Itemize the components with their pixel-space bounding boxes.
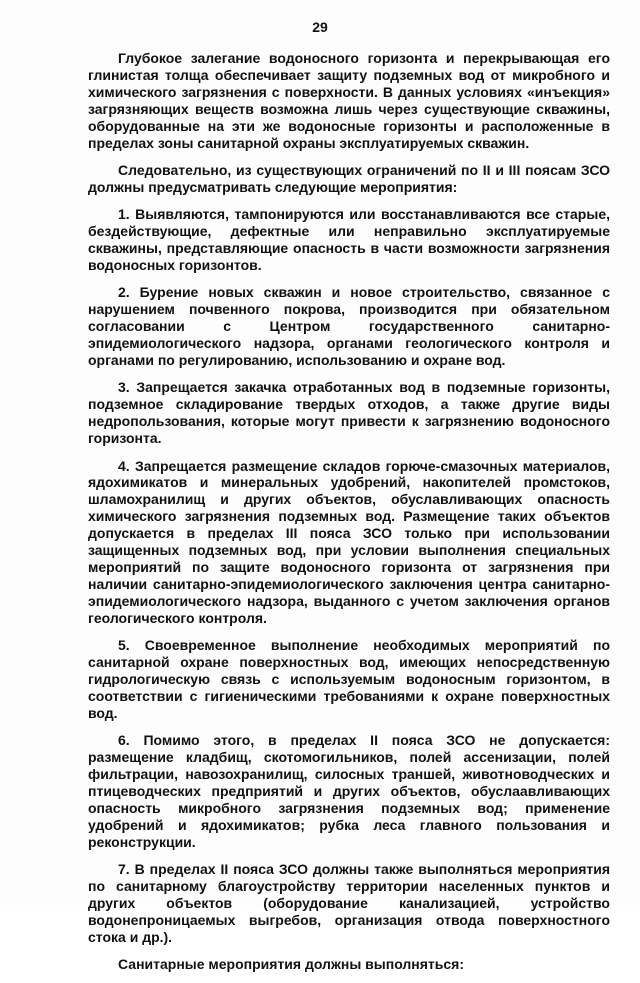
paragraph-item-4: 4. Запрещается размещение складов горюче-смазочных материалов, ядохимикатов и минеральных удобрений, накопителей промстоков, шламохранилищ и других объектов, обуславливающих опасность химического загрязнения подземных вод. Размещение таких объектов допускается в пределах III пояса ЗСО только при использовании защищенных подземных вод, при условии выполнения специальных мероприятий по защите водоносного горизонта от загрязнения при наличии санитарно-эпидемиологического заключения центра санитарно-эпидемиологического надзора, выданного с учетом заключения органов геологического контроля. xyxy=(88,457,610,626)
paragraph-item-5: 5. Своевременное выполнение необходимых мероприятий по санитарной охране поверхностных вод, имеющих непосредственную гидрологическую связь с используемым водоносным горизонтом, в соответствии с гигиеническими требованиями к охране поверхностных вод. xyxy=(88,637,610,721)
paragraph-item-2: 2. Бурение новых скважин и новое строительство, связанное с нарушением почвенного покрова, производится при обязательном согласовании с Центром государственного санитарно-эпидемиологического надзора, органами геологического контроля и органами по регулированию, использованию и охране вод. xyxy=(88,284,610,368)
paragraph-item-6: 6. Помимо этого, в пределах II пояса ЗСО не допускается: размещение кладбищ, скотомогильников, полей ассенизации, полей фильтрации, навозохранилищ, силосных траншей, животноводческих и птицеводческих предприятий и других объектов, обуслаавливающих опасность микробного загрязнения подземных вод; применение удобрений и ядохимикатов; рубка леса главного пользования и реконструкции. xyxy=(88,732,610,850)
body-text xyxy=(88,50,610,983)
paragraph-item-7: 7. В пределах II пояса ЗСО должны также выполняться мероприятия по санитарному благоустройству территории населенных пунктов и других объектов (оборудование канализацией, устройство водонепроницаемых выгребов, организация отвода поверхностного стока и др.). xyxy=(88,860,610,945)
paragraph-closing: Санитарные мероприятия должны выполняться: xyxy=(118,956,464,972)
paragraph-measures-lead: Следовательно, из существующих ограничений по II и III поясам ЗСО должны предусматривать следующие мероприятия: xyxy=(88,161,610,195)
paragraph-item-1: 1. Выявляются, тампонируются или восстанавливаются все старые, бездействующие, дефектные или неправильно эксплуатируемые скважины, представляющие опасность в части возможности загрязнения водоносных горизонтов. xyxy=(88,206,610,273)
paragraph-intro: Глубокое залегание водоносного горизонта и перекрывающая его глинистая толща обеспечивает защиту подземных вод от микробного и химического загрязнения с поверхности. В данных условиях «инъекция» загрязняющих веществ возможна лишь через существующие скважины, оборудованные на эти же водоносные горизонты и расположенные в пределах зоны санитарной охраны эксплуатируемых скважин. xyxy=(88,50,610,151)
page-number: 29 xyxy=(312,19,328,35)
paragraph-item-3: 3. Запрещается закачка отработанных вод в подземные горизонты, подземное складирование твердых отходов, а также другие виды недропользования, которые могут привести к загрязнению водоносного горизонта. xyxy=(88,379,610,447)
